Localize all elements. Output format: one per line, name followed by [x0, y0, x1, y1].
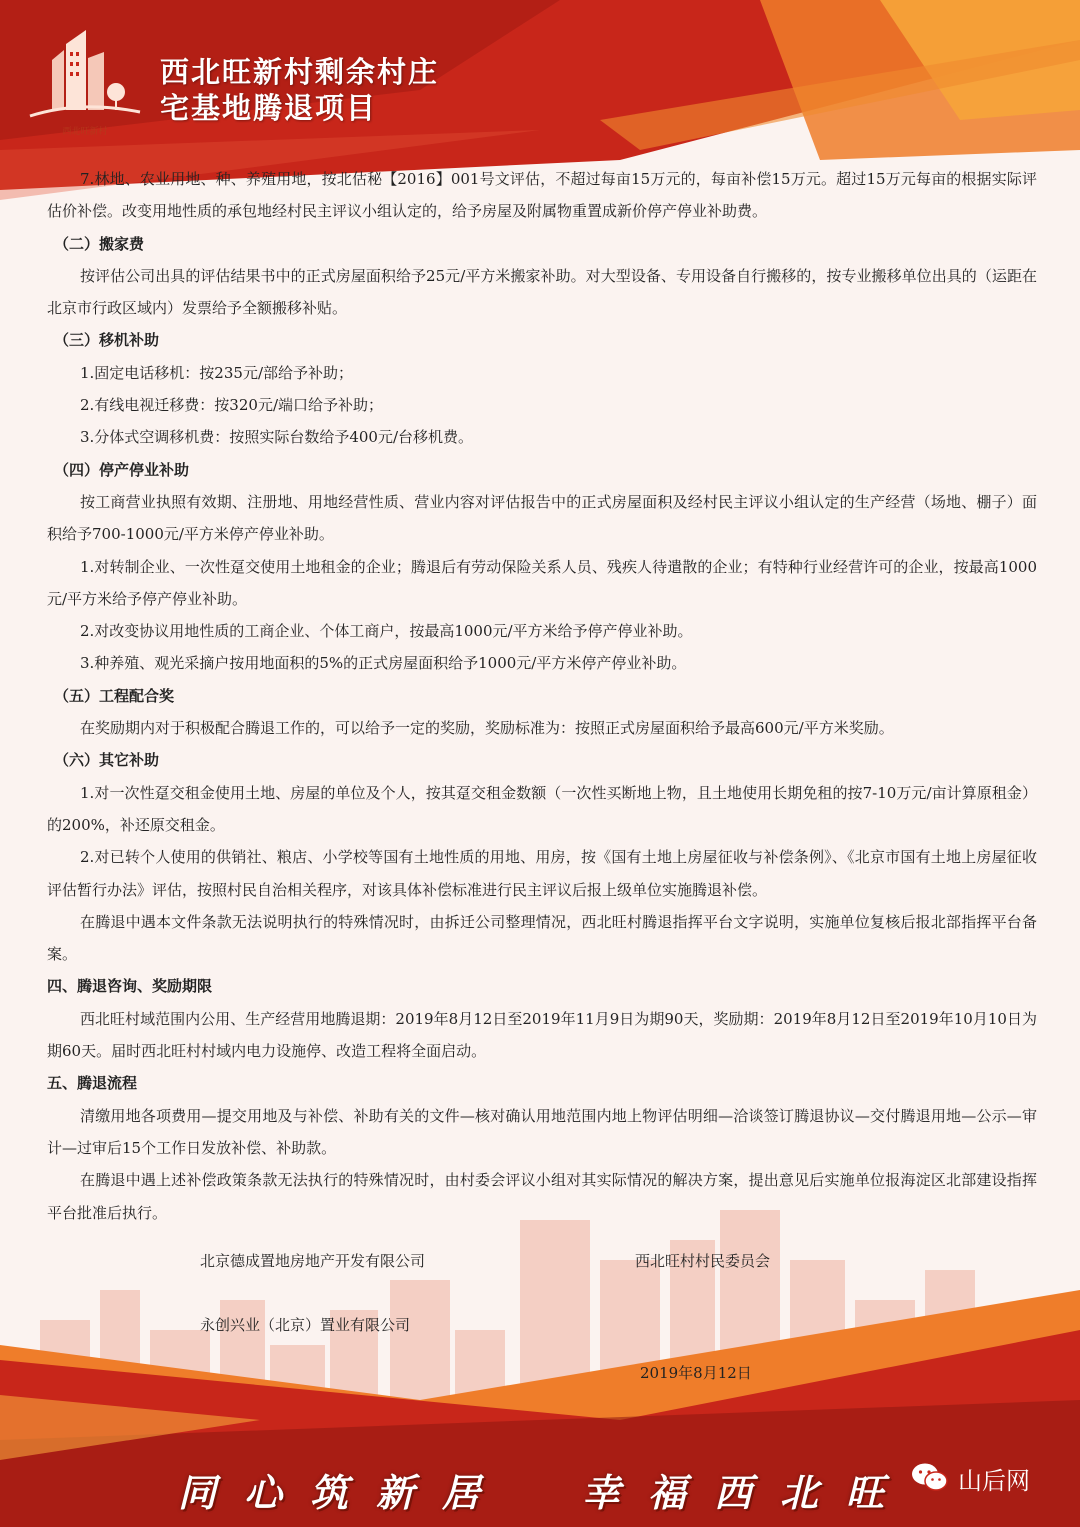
chapter-heading: 四、腾退咨询、奖励期限 — [47, 977, 213, 996]
section-heading: （三）移机补助 — [54, 331, 160, 350]
paragraph: 在腾退中遇本文件条款无法说明执行的特殊情况时，由拆迁公司整理情况，西北旺村腾退指挥平台文字说明，实施单位复核后报北部指挥平台备案。 — [47, 912, 1037, 964]
paragraph: 2.对改变协议用地性质的工商企业、个体工商户，按最高1000元/平方米给予停产停业补助。 — [80, 622, 693, 641]
paragraph: 1.对转制企业、一次性趸交使用土地租金的企业；腾退后有劳动保险关系人员、残疾人待遣散的企业；有特种行业经营许可的企业，按最高1000元/平方米给予停产停业补助。 — [47, 557, 1037, 608]
paragraph: 1.对一次性趸交租金使用土地、房屋的单位及个人，按其趸交租金数额（一次性买断地上物，且土地使用长期免租的按7-10万元/亩计算原租金）的200%，补还原交租金。 — [47, 783, 1037, 834]
header-title-line2: 宅基地腾退项目 — [160, 91, 378, 125]
signature-company1: 北京德成置地房地产开发有限公司 — [200, 1252, 426, 1270]
paragraph: 3.分体式空调移机费：按照实际台数给予400元/台移机费。 — [80, 428, 473, 447]
signature-date: 2019年8月12日 — [640, 1364, 752, 1382]
signature-company2: 永创兴业（北京）置业有限公司 — [200, 1316, 411, 1334]
paragraph: 7.林地、农业用地、种、养殖用地，按北估秘【2016】001号文评估，不超过每亩15万元的，每亩补偿15万元。超过15万元每亩的根据实际评估价补偿。改变用地性质的承包地经村民主评议小组认定的，给予房屋及附属物重置成新价停产停业补助费。 — [47, 170, 1037, 221]
section-heading: （五）工程配合奖 — [54, 686, 175, 705]
document-body — [47, 163, 1037, 1229]
paragraph: 在腾退中遇上述补偿政策条款无法执行的特殊情况时，由村委会评议小组对其实际情况的解决方案，提出意见后实施单位报海淀区北部建设指挥平台批准后执行。 — [47, 1171, 1037, 1222]
paragraph: 按评估公司出具的评估结果书中的正式房屋面积给予25元/平方米搬家补助。对大型设备、专用设备自行搬移的，按专业搬移单位出具的（运距在北京市行政区域内）发票给予全额搬移补贴。 — [47, 266, 1037, 318]
chapter-heading: 五、腾退流程 — [47, 1074, 138, 1093]
slogan-left: 同心筑新居 — [178, 1470, 509, 1515]
header-title — [160, 54, 439, 126]
paragraph: 2.对已转个人使用的供销社、粮店、小学校等国有土地性质的用地、用房，按《国有土地上房屋征收与补偿条例》、《北京市国有土地上房屋征收评估暂行办法》评估，按照村民自治相关程序，对该具体补偿标准进行民主评议后报上级单位实施腾退补偿。 — [47, 848, 1037, 899]
paragraph: 2.有线电视迁移费：按320元/端口给予补助； — [80, 396, 383, 415]
paragraph: 在奖励期内对于积极配合腾退工作的，可以给予一定的奖励，奖励标准为：按照正式房屋面积给予最高600元/平方米奖励。 — [80, 719, 894, 738]
logo-caption: 西北旺新村 — [62, 127, 108, 137]
watermark-text: 山后网 — [958, 1466, 1030, 1495]
section-heading: （二）搬家费 — [54, 234, 145, 253]
signature-committee: 西北旺村村民委员会 — [635, 1252, 771, 1270]
header-title-line1: 西北旺新村剩余村庄 — [160, 55, 440, 89]
paragraph: 西北旺村域范围内公用、生产经营用地腾退期：2019年8月12日至2019年11月9日为期90天，奖励期：2019年8月12日至2019年10月10日为期60天。届时西北旺村村域内电力设施停、改造工程将全面启动。 — [47, 1009, 1037, 1061]
paragraph: 按工商营业执照有效期、注册地、用地经营性质、营业内容对评估报告中的正式房屋面积及经村民主评议小组认定的生产经营（场地、棚子）面积给予700-1000元/平方米停产停业补助。 — [47, 492, 1037, 544]
section-heading: （六）其它补助 — [54, 751, 160, 770]
wechat-icon — [910, 1461, 950, 1495]
paragraph: 清缴用地各项费用—提交用地及与补偿、补助有关的文件—核对确认用地范围内地上物评估明细—洽谈签订腾退协议—交付腾退用地—公示—审计—过审后15个工作日发放补偿、补助款。 — [47, 1106, 1037, 1157]
paragraph: 1.固定电话移机：按235元/部给予补助； — [80, 363, 353, 382]
slogan-right: 幸福西北旺 — [582, 1470, 913, 1515]
section-heading: （四）停产停业补助 — [54, 460, 190, 479]
paragraph: 3.种养殖、观光采摘户按用地面积的5%的正式房屋面积给予1000元/平方米停产停业补助。 — [80, 654, 687, 673]
watermark — [910, 1458, 1030, 1498]
